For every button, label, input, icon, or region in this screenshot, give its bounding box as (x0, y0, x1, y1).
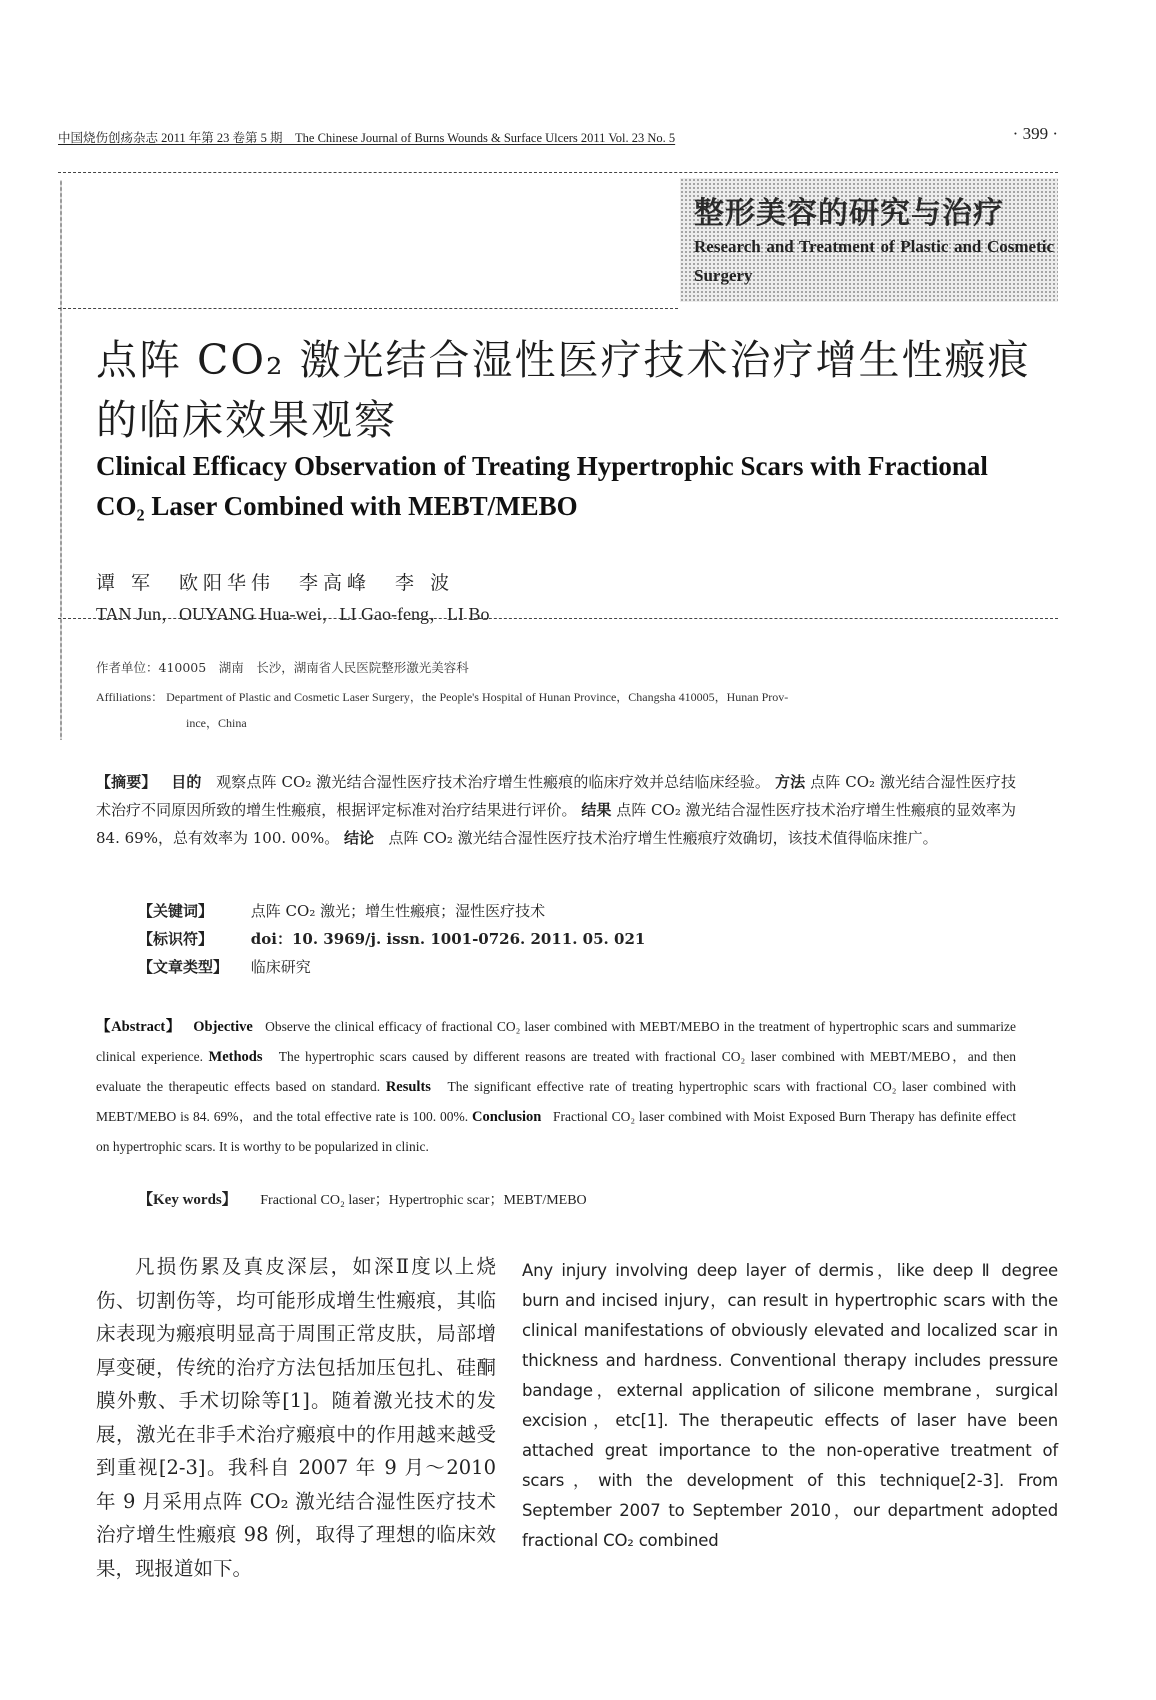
body-text-en: Any injury involving deep layer of dermis，like deep Ⅱ degree burn and incised injury，can result in hypertrophic scars with the clinical manifestations of obviously elevated and localized scar in thickness and hardness. Conventional therapy includes pressure bandage，external application of silicone membrane，surgical excision，etc[1]. The therapeutic effects of laser have been attached great importance to the non-operative treatment of scars，with the development of this technique[2-3]. From September 2007 to September 2010，our department adopted fractional CO₂ combined (522, 1261, 1058, 1550)
objective-text: Observe the clinical efficacy of fractional CO₂ laser combined with MEBT/MEBO in the treatment of hypertrophic scars and summarize clinical experience. (96, 1019, 1017, 1064)
affiliation-label: Affiliations： (96, 690, 164, 704)
article-type-text: 临床研究 (250, 958, 311, 976)
keywords-text: Fractional CO₂ laser；Hypertrophic scar；MEBT/MEBO (260, 1193, 587, 1208)
objective-text: 观察点阵 CO₂ 激光结合湿性医疗技术治疗增生性瘢痕的临床疗效并总结临床经验。 (216, 773, 771, 791)
objective-label: 目的 (171, 773, 202, 791)
abstract-label: 【Abstract】 (96, 1019, 182, 1035)
methods-label: Methods (208, 1049, 263, 1065)
abstract-label: 【摘要】 (96, 773, 157, 791)
article-title-en: Clinical Efficacy Observation of Treating Hypertrophic Scars with Fractional CO₂ Laser Combined with MEBT/MEBO (96, 451, 988, 521)
binding-edge (60, 180, 62, 740)
results-label: 结果 (581, 801, 612, 819)
methods-label: 方法 (774, 773, 806, 791)
divider (58, 172, 1058, 173)
divider (58, 308, 678, 309)
article-type-label: 【文章类型】 (138, 958, 229, 976)
keywords-cn (138, 900, 545, 921)
keywords-text: 点阵 CO₂ 激光；增生性瘢痕；湿性医疗技术 (250, 902, 546, 920)
page-number: · 399 · (1012, 124, 1058, 143)
doi-text: doi：10. 3969/j. issn. 1001-0726. 2011. 05. 021 (250, 930, 646, 948)
affiliation-line: Department of Plastic and Cosmetic Laser Surgery，the People's Hospital of Hunan Province，Changsha 410005，Hunan Prov- (166, 690, 789, 704)
identifier-cn (138, 928, 645, 949)
body-text-cn: 凡损伤累及真皮深层，如深Ⅱ度以上烧伤、切割伤等，均可能形成增生性瘢痕，其临床表现为瘢痕明显高于周围正常皮肤，局部增厚变硬，传统的治疗方法包括加压包扎、硅酮膜外敷、手术切除等[1]。随着激光技术的发展，激光在非手术治疗瘢痕中的作用越来越受到重视[2-3]。我科自 2007 年 9 月～2010 年 9 月采用点阵 CO₂ 激光结合湿性医疗技术治疗增生性瘢痕 98 例，取得了理想的临床效果，现报道如下。 (96, 1255, 496, 1580)
article-title-cn: 点阵 CO₂ 激光结合湿性医疗技术治疗增生性瘢痕的临床效果观察 (96, 336, 1031, 444)
journal-citation: 中国烧伤创疡杂志 2011 年第 23 卷第 5 期 The Chinese Journal of Burns Wounds & Surface Ulcers 2011 Vol. 23 No. 5 (58, 131, 676, 145)
section-title-cn: 整形美容的研究与治疗 (694, 196, 1004, 231)
identifier-label: 【标识符】 (138, 930, 214, 948)
affiliation-cn: 作者单位：410005 湖南 长沙，湖南省人民医院整形激光美容科 (96, 660, 469, 675)
methods-text: The hypertrophic scars caused by different reasons are treated with fractional CO₂ laser combined with MEBT/MEBO，and then evaluate the therapeutic effects based on standard. (96, 1049, 1017, 1094)
keywords-en (138, 1188, 587, 1209)
methods-text: 点阵 CO₂ 激光结合湿性医疗技术治疗不同原因所致的增生性瘢痕，根据评定标准对治疗结果进行评价。 (96, 773, 1016, 819)
abstract-en (96, 1012, 1016, 1161)
running-head (58, 124, 1058, 148)
keywords-label: 【关键词】 (138, 902, 214, 920)
keywords-label: 【Key words】 (138, 1192, 237, 1208)
affiliation-en (96, 684, 1016, 736)
conclusion-text: Fractional CO₂ laser combined with Moist Exposed Burn Therapy has definite effect on hypertrophic scars. It is worthy to be popularized in clinic. (96, 1109, 1016, 1154)
abstract-cn (96, 768, 1016, 852)
article-type-cn (138, 956, 311, 977)
conclusion-label: 结论 (344, 829, 375, 847)
conclusion-text: 点阵 CO₂ 激光结合湿性医疗技术治疗增生性瘢痕疗效确切，该技术值得临床推广。 (388, 829, 938, 847)
authors-cn: 谭 军 欧阳华伟 李高峰 李 波 (96, 572, 455, 594)
objective-label: Objective (193, 1019, 253, 1035)
results-text: The significant effective rate of treating hypertrophic scars with fractional CO₂ laser combined with MEBT/MEBO is 84. 69%，and the total effective rate is 100. 00%. (96, 1079, 1017, 1124)
results-label: Results (385, 1079, 431, 1095)
divider (58, 618, 1058, 619)
section-title-en: Research and Treatment of Plastic and Cosmetic Surgery (694, 237, 1054, 285)
results-text: 点阵 CO₂ 激光结合湿性医疗技术治疗增生性瘢痕的显效率为 84. 69%，总有效率为 100. 00%。 (96, 801, 1016, 847)
affiliation-line: ince，China (186, 716, 247, 730)
conclusion-label: Conclusion (472, 1109, 542, 1125)
authors-en: TAN Jun，OUYANG Hua-wei，LI Gao-feng，LI Bo (96, 604, 490, 624)
